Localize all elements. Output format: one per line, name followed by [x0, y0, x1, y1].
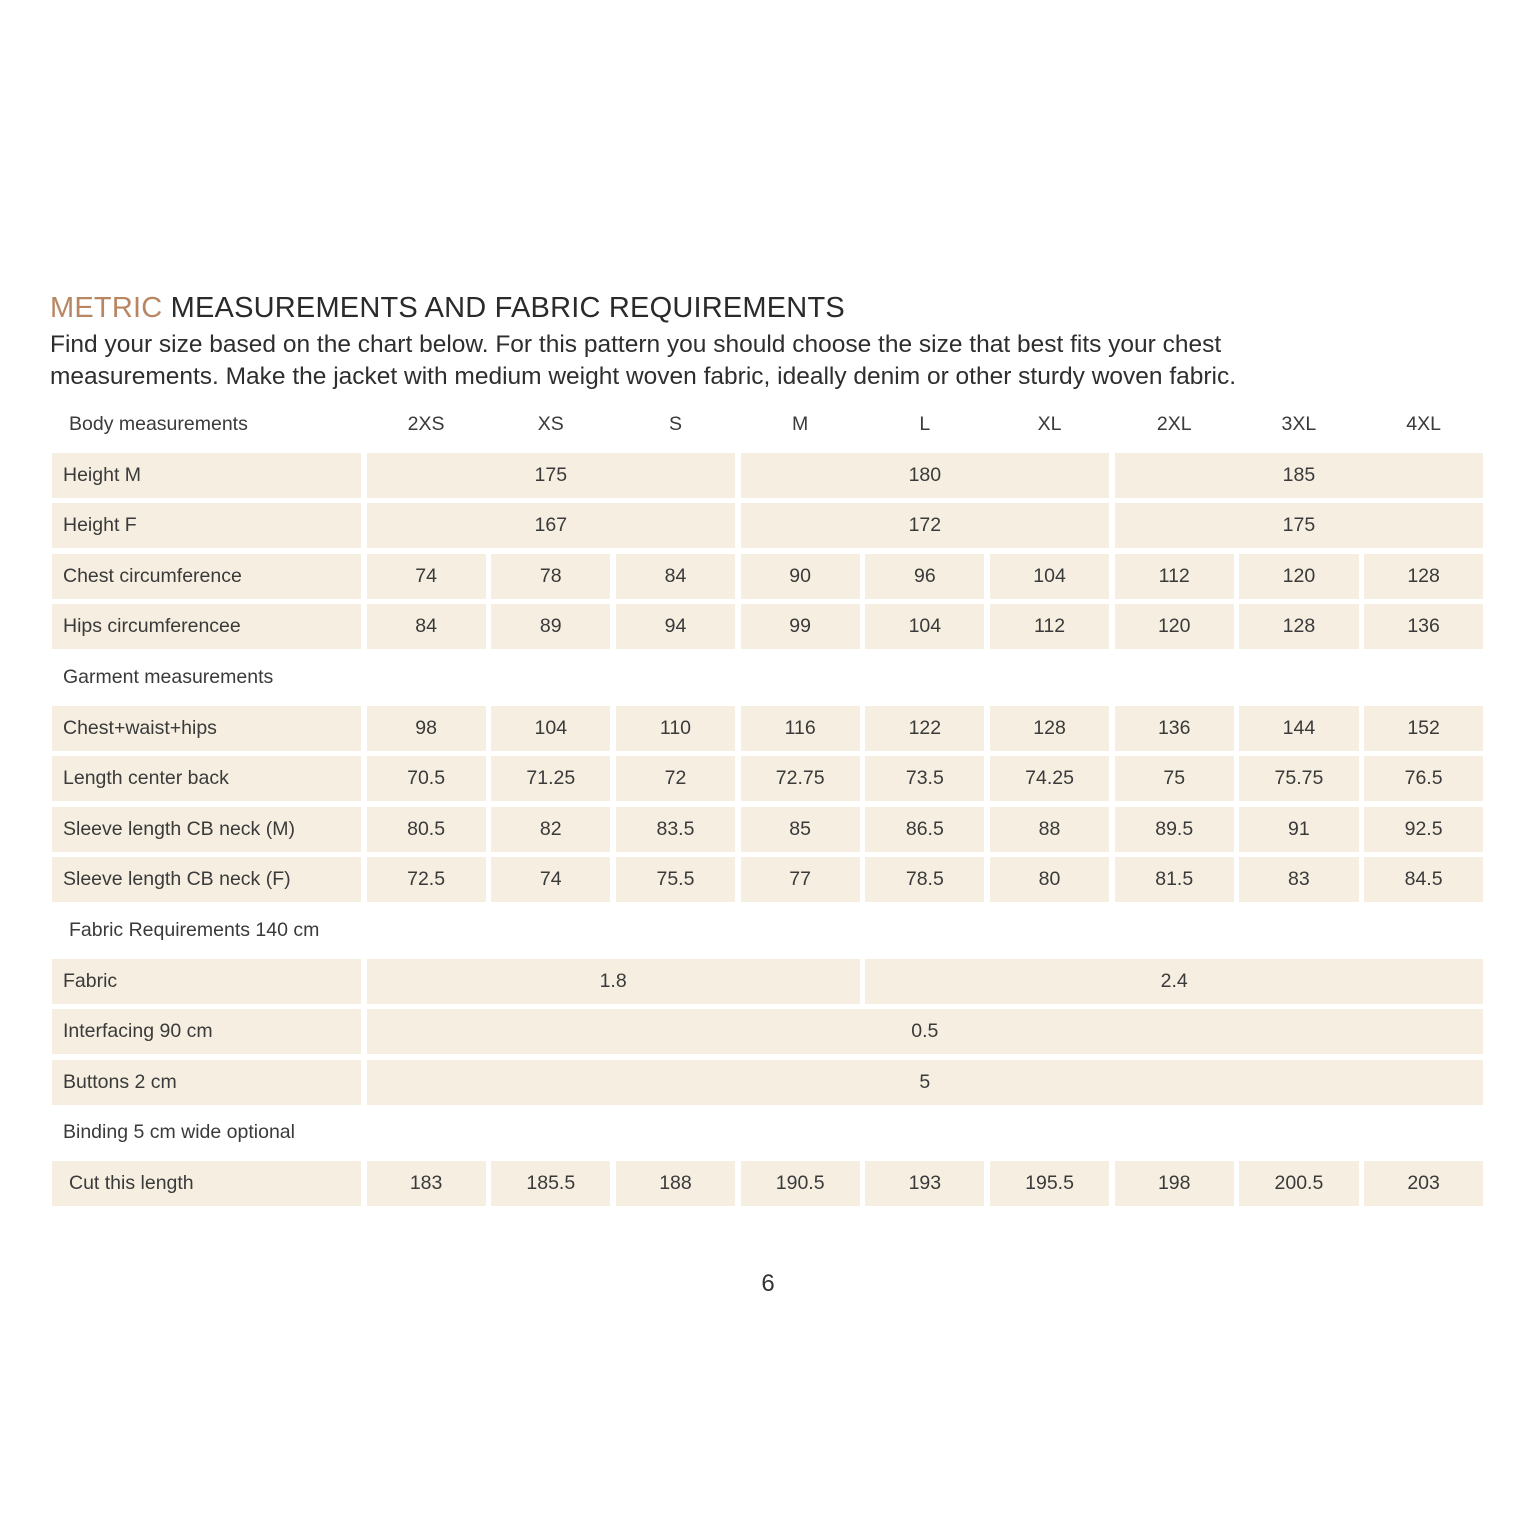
table-cell: 112 [990, 604, 1109, 649]
table-cell: 94 [616, 604, 735, 649]
size-header-3xl: 3XL [1281, 413, 1317, 435]
size-header-4xl: 4XL [1406, 413, 1441, 435]
table-cell: 76.5 [1364, 756, 1483, 801]
table-cell: 72.5 [367, 857, 486, 902]
table-cell: 88 [990, 807, 1109, 852]
table-cell: 183 [367, 1161, 486, 1206]
height-f-group-3: 175 [1115, 503, 1484, 548]
table-cell: 83.5 [616, 807, 735, 852]
table-cell: 152 [1364, 706, 1483, 751]
row-label-chest-waist-hips: Chest+waist+hips [52, 706, 361, 751]
table-cell: 75.5 [616, 857, 735, 902]
garment-measurements-header: Garment measurements [63, 665, 274, 688]
height-m-group-1: 175 [367, 453, 736, 498]
table-cell: 91 [1239, 807, 1358, 852]
table-cell: 74.25 [990, 756, 1109, 801]
row-label-interfacing: Interfacing 90 cm [52, 1009, 361, 1054]
table-cell: 98 [367, 706, 486, 751]
table-cell: 84 [616, 554, 735, 599]
row-label-sleeve-length-f: Sleeve length CB neck (F) [52, 857, 361, 902]
table-cell: 84 [367, 604, 486, 649]
title-rest: MEASUREMENTS AND FABRIC REQUIREMENTS [170, 292, 845, 324]
table-cell: 104 [865, 604, 984, 649]
table-cell: 80 [990, 857, 1109, 902]
table-cell: 70.5 [367, 756, 486, 801]
size-header-xl: XL [1037, 413, 1062, 435]
table-cell: 128 [1364, 554, 1483, 599]
table-cell: 90 [741, 554, 860, 599]
table-cell: 89 [491, 604, 610, 649]
intro-line-2: measurements. Make the jacket with medium weight woven fabric, ideally denim or other sturdy woven fabric. [50, 363, 1237, 390]
size-header-l: L [919, 413, 931, 435]
table-cell: 72.75 [741, 756, 860, 801]
height-f-group-1: 167 [367, 503, 736, 548]
table-cell: 85 [741, 807, 860, 852]
table-cell: 110 [616, 706, 735, 751]
table-cell: 136 [1364, 604, 1483, 649]
table-cell: 83 [1239, 857, 1358, 902]
size-chart-table [52, 402, 1480, 1206]
title-accent: METRIC [50, 292, 163, 324]
table-cell: 72 [616, 756, 735, 801]
table-cell: 128 [1239, 604, 1358, 649]
buttons-value: 5 [367, 1060, 1484, 1105]
table-cell: 193 [865, 1161, 984, 1206]
table-cell: 77 [741, 857, 860, 902]
page-title [50, 292, 845, 325]
size-header-2xl: 2XL [1156, 413, 1192, 435]
table-cell: 86.5 [865, 807, 984, 852]
height-f-group-2: 172 [741, 503, 1110, 548]
row-label-hips: Hips circumferencee [52, 604, 361, 649]
row-label-sleeve-length-m: Sleeve length CB neck (M) [52, 807, 361, 852]
table-cell: 190.5 [741, 1161, 860, 1206]
row-label-length-center-back: Length center back [52, 756, 361, 801]
fabric-group-1: 1.8 [367, 959, 860, 1004]
row-label-fabric: Fabric [52, 959, 361, 1004]
intro-paragraph [50, 329, 1490, 393]
table-cell: 74 [491, 857, 610, 902]
size-header-xs: XS [537, 413, 564, 435]
table-cell: 82 [491, 807, 610, 852]
size-header-m: M [792, 413, 809, 435]
table-cell: 92.5 [1364, 807, 1483, 852]
body-measurements-header: Body measurements [69, 413, 248, 435]
table-cell: 104 [491, 706, 610, 751]
size-header-s: S [668, 413, 682, 435]
row-label-height-f: Height F [52, 503, 361, 548]
row-label-chest: Chest circumference [52, 554, 361, 599]
table-cell: 144 [1239, 706, 1358, 751]
fabric-group-2: 2.4 [865, 959, 1483, 1004]
table-cell: 99 [741, 604, 860, 649]
row-label-cut-length: Cut this length [52, 1161, 361, 1206]
table-cell: 136 [1115, 706, 1234, 751]
row-label-buttons: Buttons 2 cm [52, 1060, 361, 1105]
intro-line-1: Find your size based on the chart below. For this pattern you should choose the size that best fits your chest [50, 331, 1222, 358]
size-header-2xs: 2XS [407, 413, 445, 435]
height-m-group-2: 180 [741, 453, 1110, 498]
table-cell: 128 [990, 706, 1109, 751]
table-cell: 78.5 [865, 857, 984, 902]
table-cell: 89.5 [1115, 807, 1234, 852]
table-cell: 81.5 [1115, 857, 1234, 902]
table-cell: 122 [865, 706, 984, 751]
table-cell: 112 [1115, 554, 1234, 599]
row-label-height-m: Height M [52, 453, 361, 498]
table-cell: 195.5 [990, 1161, 1109, 1206]
page-number: 6 [761, 1270, 775, 1297]
table-cell: 78 [491, 554, 610, 599]
table-cell: 75.75 [1239, 756, 1358, 801]
interfacing-value: 0.5 [367, 1009, 1484, 1054]
table-cell: 185.5 [491, 1161, 610, 1206]
table-cell: 74 [367, 554, 486, 599]
table-cell: 188 [616, 1161, 735, 1206]
table-cell: 75 [1115, 756, 1234, 801]
table-cell: 104 [990, 554, 1109, 599]
binding-header: Binding 5 cm wide optional [63, 1121, 295, 1144]
table-cell: 71.25 [491, 756, 610, 801]
table-cell: 120 [1115, 604, 1234, 649]
table-cell: 80.5 [367, 807, 486, 852]
table-cell: 198 [1115, 1161, 1234, 1206]
table-cell: 203 [1364, 1161, 1483, 1206]
table-cell: 116 [741, 706, 860, 751]
table-cell: 200.5 [1239, 1161, 1358, 1206]
table-cell: 84.5 [1364, 857, 1483, 902]
height-m-group-3: 185 [1115, 453, 1484, 498]
table-cell: 96 [865, 554, 984, 599]
table-cell: 120 [1239, 554, 1358, 599]
table-cell: 73.5 [865, 756, 984, 801]
fabric-requirements-header: Fabric Requirements 140 cm [69, 918, 320, 941]
